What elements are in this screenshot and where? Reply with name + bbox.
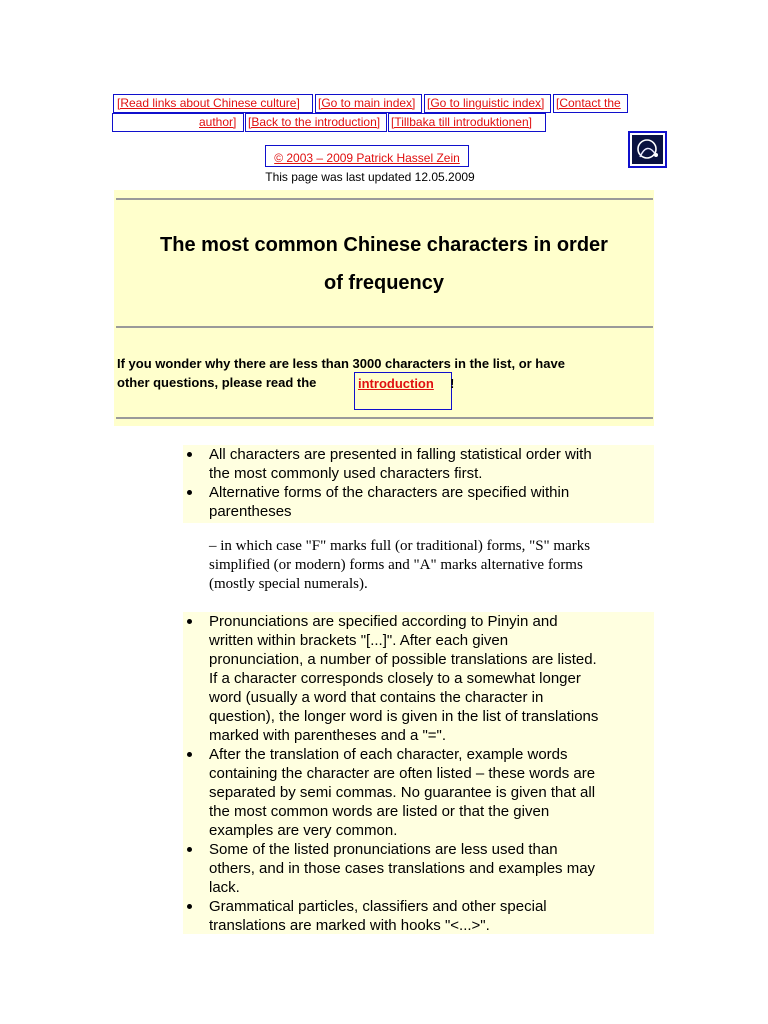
bullet-dot-icon: [187, 619, 192, 624]
nav-link-culture[interactable]: [113, 94, 313, 113]
list-item-line: Alternative forms of the characters are specified within: [209, 484, 570, 501]
forms-note-line: – in which case "F" marks full (or traditional) forms, "S" marks: [209, 538, 591, 554]
list-item-line: After the translation of each character, example words: [209, 746, 568, 763]
list-item-line: others, and in those cases translations and examples may: [209, 860, 596, 877]
nav-link-introduction-label: [Back to the introduction]: [248, 115, 381, 129]
nav-link-contact-label: [Contact the: [556, 96, 621, 110]
logo-icon: [632, 135, 663, 164]
list-item-line: containing the character are often listed – these words are: [209, 765, 596, 782]
forms-note-line: simplified (or modern) forms and "A" marks alternative forms: [209, 557, 583, 573]
logo-link[interactable]: [628, 131, 667, 168]
bullet-dot-icon: [187, 847, 192, 852]
list-item-line: the most commonly used characters first.: [209, 465, 483, 482]
list-item-line: marked with parentheses and a "=".: [209, 727, 447, 744]
list-item: [183, 445, 658, 483]
last-updated: This page was last updated 12.05.2009: [265, 170, 475, 184]
list-item-line: parentheses: [209, 503, 292, 520]
intro-suffix: !: [450, 376, 455, 391]
copyright-label: © 2003 – 2009 Patrick Hassel Zein: [274, 151, 460, 165]
bullet-dot-icon: [187, 490, 192, 495]
nav-link-contact-cont[interactable]: [112, 113, 244, 132]
list-item: [183, 745, 658, 840]
nav-link-introduktionen-label: [Tillbaka till introduktionen]: [391, 115, 532, 129]
list-item-line: lack.: [209, 879, 240, 896]
nav-link-culture-label: [Read links about Chinese culture]: [117, 96, 300, 110]
list-item-line: Some of the listed pronunciations are less used than: [209, 841, 558, 858]
nav-link-linguistic-index-label: [Go to linguistic index]: [427, 96, 545, 110]
forms-note-line: (mostly special numerals).: [209, 576, 368, 592]
forms-note: [209, 537, 654, 594]
list-item: [183, 840, 658, 897]
divider-top: [116, 198, 653, 200]
list-item: [183, 483, 658, 521]
list-item-line: the most common words are listed or that the given: [209, 803, 550, 820]
bullet-dot-icon: [187, 752, 192, 757]
nav-link-linguistic-index[interactable]: [424, 94, 551, 113]
intro-line2: other questions, please read the: [117, 375, 317, 390]
nav-link-introduction[interactable]: [245, 113, 387, 132]
nav-link-contact[interactable]: [553, 94, 628, 113]
page-title-line1: The most common Chinese characters in order: [160, 234, 608, 256]
divider-bottom: [116, 417, 653, 419]
page-title-line2: of frequency: [323, 272, 445, 294]
list-item-line: question), the longer word is given in the list of translations: [209, 708, 599, 725]
bullet-dot-icon: [187, 452, 192, 457]
list-item-line: examples are very common.: [209, 822, 398, 839]
list-item: [183, 897, 658, 935]
list-item-line: All characters are presented in falling statistical order with: [209, 446, 592, 463]
list-item-line: translations are marked with hooks "<...>".: [209, 917, 490, 934]
list-item-line: If a character corresponds closely to a somewhat longer: [209, 670, 581, 687]
bullet-list-bottom: [183, 612, 658, 935]
nav-link-main-index-label: [Go to main index]: [318, 96, 416, 110]
bullet-dot-icon: [187, 904, 192, 909]
list-item-line: pronunciation, a number of possible translations are listed.: [209, 651, 597, 668]
list-item-line: separated by semi commas. No guarantee is given that all: [209, 784, 596, 801]
copyright-link[interactable]: [265, 145, 469, 167]
list-item-line: Grammatical particles, classifiers and other special: [209, 898, 547, 915]
introduction-link[interactable]: introduction: [358, 376, 434, 391]
page-title: [114, 226, 654, 302]
list-item: [183, 612, 658, 745]
divider-middle: [116, 326, 653, 328]
list-item-line: Pronunciations are specified according to Pinyin and: [209, 613, 558, 630]
intro-line1: If you wonder why there are less than 3000 characters in the list, or have: [117, 356, 565, 371]
nav-link-main-index[interactable]: [315, 94, 422, 113]
nav-link-contact-cont-label: author]: [199, 115, 237, 129]
list-item-line: written within brackets "[...]". After each given: [209, 632, 509, 649]
list-item-line: word (usually a word that contains the character in: [209, 689, 544, 706]
nav-link-introduktionen[interactable]: [388, 113, 546, 132]
bullet-list-top: [183, 445, 658, 521]
